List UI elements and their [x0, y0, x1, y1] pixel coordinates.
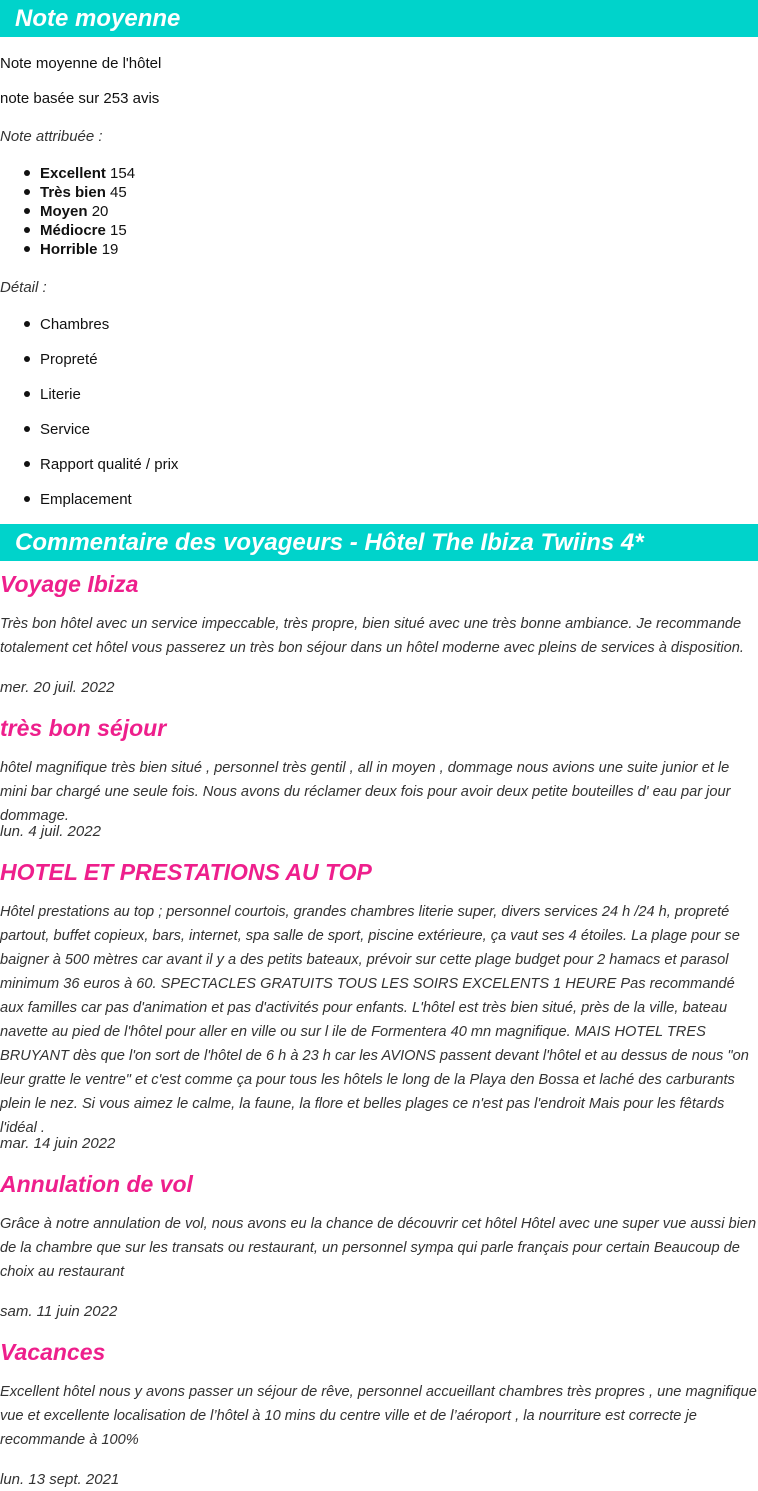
review-date: lun. 4 juil. 2022 — [0, 823, 101, 840]
review-date: sam. 11 juin 2022 — [0, 1303, 118, 1320]
distribution-count-horrible: 19 — [101, 241, 119, 258]
rating-section-title: Note moyenne — [0, 0, 758, 37]
detail-item-emplacement: Emplacement — [40, 491, 132, 508]
review-title: Annulation de vol — [0, 1171, 193, 1197]
bullet-icon — [24, 461, 30, 467]
average-rating-subtitle: Note moyenne de l'hôtel — [0, 55, 162, 72]
detail-label: Détail : — [0, 279, 47, 296]
detail-item-chambres: Chambres — [40, 316, 110, 333]
distribution-label-excellent: Excellent — [40, 165, 106, 182]
review-text: Très bon hôtel avec un service impeccable, très propre, bien situé avec une très bonne ambiance. Je recommande totalement cet hôtel vous passerez un très bon séjour dans un hôtel moderne avec pleins de services à disposition. — [0, 616, 744, 656]
distribution-label-tres-bien: Très bien — [40, 184, 106, 201]
detail-item-rapport-qualite-prix: Rapport qualité / prix — [40, 456, 179, 473]
review-title: HOTEL ET PRESTATIONS AU TOP — [0, 859, 372, 885]
distribution-count-mediocre: 15 — [110, 222, 127, 239]
review-text: Grâce à notre annulation de vol, nous avons eu la chance de découvrir cet hôtel Hôtel avec une super vue aussi bien de la chambre que sur les transats ou restaurant, un personnel sympa qui parle français pour certain Beaucoup de choix au restaurant — [0, 1216, 757, 1280]
review-text: Hôtel prestations au top ; personnel courtois, grandes chambres literie super, divers services 24 h /24 h, propreté partout, buffet copieux, bars, internet, spa salle de sport, piscine extérieure, ça vaut ses 4 étoiles. La plage pour se baigner à 500 mètres car avant il y a des petits bateaux, prévoir sur cette plage budget pour 2 hamacs et parasol minimum 36 euros à 60. SPECTACLES GRATUITS TOUS LES SOIRS EXCELENTS 1 HEURE Pas recommandé aux familles car pas d'animation et pas d'activités pour enfants. L'hôtel est très bien situé, près de la ville, bateau navette au pied de l'hôtel pour aller en ville ou sur l ile de Formentera 40 mn magnifique. MAIS HOTEL TRES BRUYANT dès que l'on sort de l'hôtel de 6 h à 23 h car les AVIONS passent devant l'hôtel et au dessus de nous "on leur gratte le ventre" et c'est comme ça pour tous les hôtels le long de la Playa den Bossa et laché des carburants plein le nez. Si vous aimez le calme, la faune, la flore et belles plages ce n'est pas l'endroit Mais pour les fêtards l'idéal . — [0, 904, 749, 1136]
detail-item-service: Service — [40, 421, 91, 438]
distribution-label: Note attribuée : — [0, 128, 103, 145]
distribution-count-tres-bien: 45 — [110, 184, 127, 201]
detail-item-literie: Literie — [40, 386, 81, 403]
review-date: lun. 13 sept. 2021 — [0, 1471, 120, 1488]
distribution-count-excellent: 154 — [110, 165, 136, 182]
review-text: hôtel magnifique très bien situé , personnel très gentil , all in moyen , dommage nous avions une suite junior et le mini bar chargé une seule fois. Nous avons du réclamer deux fois pour avoir deux petite bouteilles d' eau par jour dommage. — [0, 760, 731, 824]
detail-item-proprete: Propreté — [40, 351, 98, 368]
review-date: mer. 20 juil. 2022 — [0, 679, 115, 696]
bullet-icon — [24, 426, 30, 432]
bullet-icon — [24, 227, 30, 233]
reviews-section-title: Commentaire des voyageurs - Hôtel The Ibiza Twiins 4* — [0, 524, 758, 561]
bullet-icon — [24, 189, 30, 195]
review-title: très bon séjour — [0, 715, 167, 741]
distribution-count-moyen: 20 — [91, 203, 109, 220]
bullet-icon — [24, 208, 30, 214]
distribution-label-moyen: Moyen — [40, 203, 88, 220]
review-title: Vacances — [0, 1339, 106, 1365]
bullet-icon — [24, 321, 30, 327]
rating-basis: note basée sur 253 avis — [0, 90, 160, 107]
distribution-label-horrible: Horrible — [40, 241, 98, 258]
distribution-label-mediocre: Médiocre — [40, 222, 106, 239]
bullet-icon — [24, 170, 30, 176]
bullet-icon — [24, 246, 30, 252]
bullet-icon — [24, 391, 30, 397]
bullet-icon — [24, 496, 30, 502]
review-date: mar. 14 juin 2022 — [0, 1135, 116, 1152]
review-text: Excellent hôtel nous y avons passer un séjour de rêve, personnel accueillant chambres très propres , une magnifique vue et excellente localisation de l’hôtel à 10 mins du centre ville et de l’aéroport , la nourriture est correcte je recommande à 100% — [0, 1384, 757, 1448]
review-title: Voyage Ibiza — [0, 571, 139, 597]
bullet-icon — [24, 356, 30, 362]
